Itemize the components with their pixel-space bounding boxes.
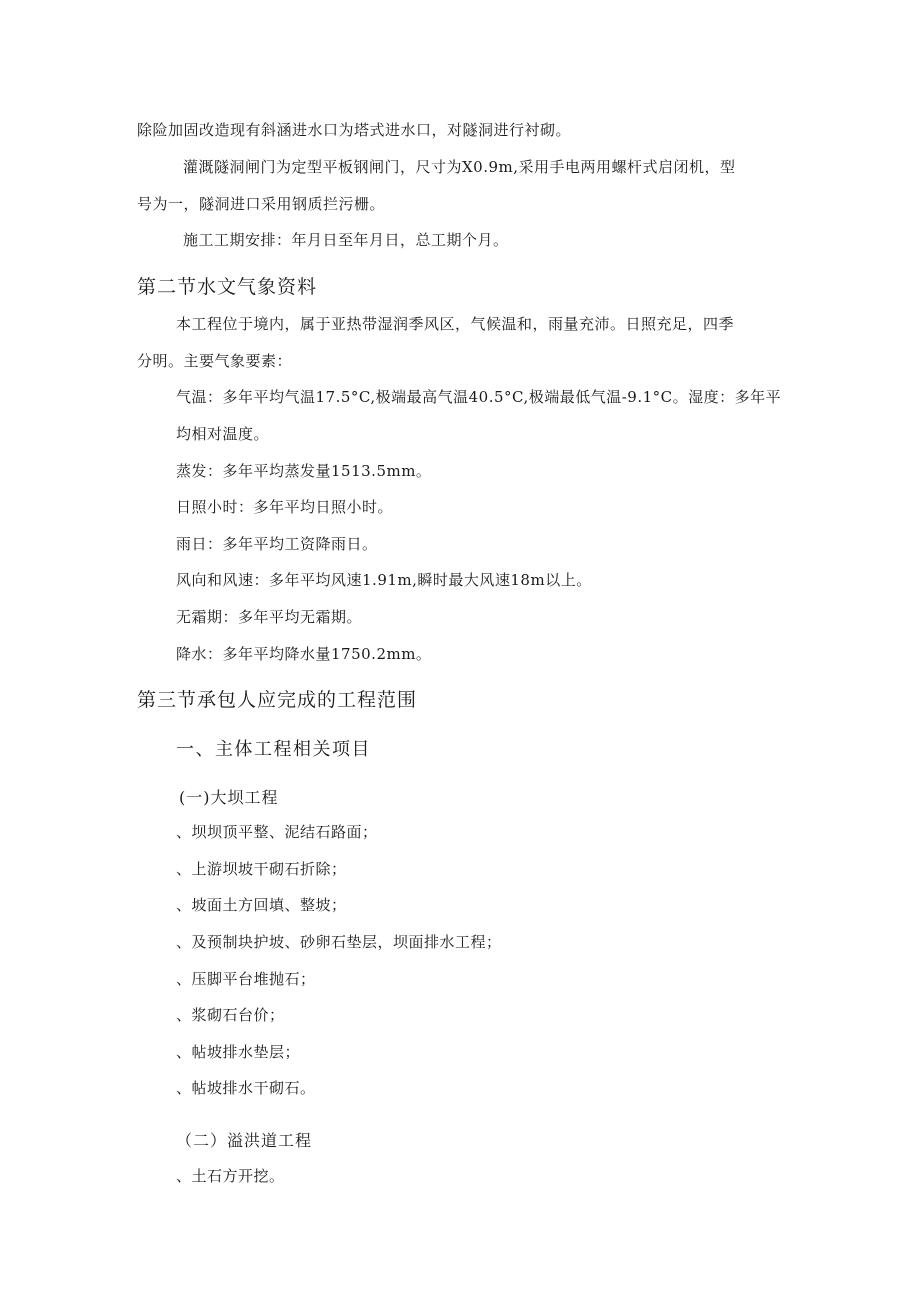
intro-line-4: 施工工期安排：年月日至年月日，总工期个月。 (183, 231, 509, 249)
intro-line-1: 除险加固改造现有斜涵进水口为塔式进水口，对隧洞进行衬砌。 (137, 121, 572, 139)
evaporation-line: 蒸发：多年平均蒸发量1513.5mm。 (176, 462, 432, 480)
list-item: 、帖坡排水垫层； (176, 1043, 301, 1061)
list-item: 、坝坝顶平整、泥结石路面； (176, 823, 378, 841)
intro-line-3: 号为一，隧洞进口采用钢质拦污栅。 (137, 195, 386, 213)
list-item: 、及预制块护坡、砂卵石垫层，坝面排水工程； (176, 933, 502, 951)
rain-days-line: 雨日：多年平均工资降雨日。 (176, 535, 378, 553)
list-item: 、上游坝坡干砌石折除； (176, 860, 347, 878)
list-item: 、土石方开挖。 (176, 1167, 285, 1185)
temperature-line-2: 均相对温度。 (176, 425, 270, 443)
intro-line-2: 灌溉隧洞闸门为定型平板钢闸门，尺寸为X0.9m,采用手电两用螺杆式启闭机，型 (183, 158, 736, 176)
precipitation-line: 降水：多年平均降水量1750.2mm。 (176, 645, 432, 663)
climate-para-line-2: 分明。主要气象要素： (137, 352, 293, 370)
dam-works-heading: (一)大坝工程 (179, 788, 279, 807)
section-3-heading: 第三节承包人应完成的工程范围 (137, 689, 418, 711)
climate-para-line-1: 本工程位于境内，属于亚热带湿润季风区，气候温和，雨量充沛。日照充足，四季 (176, 315, 735, 333)
frost-free-line: 无霜期：多年平均无霜期。 (176, 608, 363, 626)
temperature-line-1: 气温：多年平均气温17.5°C,极端最高气温40.5°C,极端最低气温-9.1°C。湿度：多年平 (176, 388, 782, 406)
section-2-heading: 第二节水文气象资料 (137, 276, 318, 298)
sunshine-line: 日照小时：多年平均日照小时。 (176, 498, 394, 516)
wind-line: 风向和风速：多年平均风速1.91m,瞬时最大风速18m以上。 (176, 571, 592, 589)
list-item: 、压脚平台堆抛石； (176, 970, 316, 988)
spillway-works-heading: （二）溢洪道工程 (176, 1131, 313, 1150)
list-item: 、坡面土方回填、整坡； (176, 896, 347, 914)
main-works-heading: 一、主体工程相关项目 (176, 739, 371, 760)
list-item: 、帖坡排水干砌石。 (176, 1079, 316, 1097)
list-item: 、浆砌石台价； (176, 1006, 285, 1024)
